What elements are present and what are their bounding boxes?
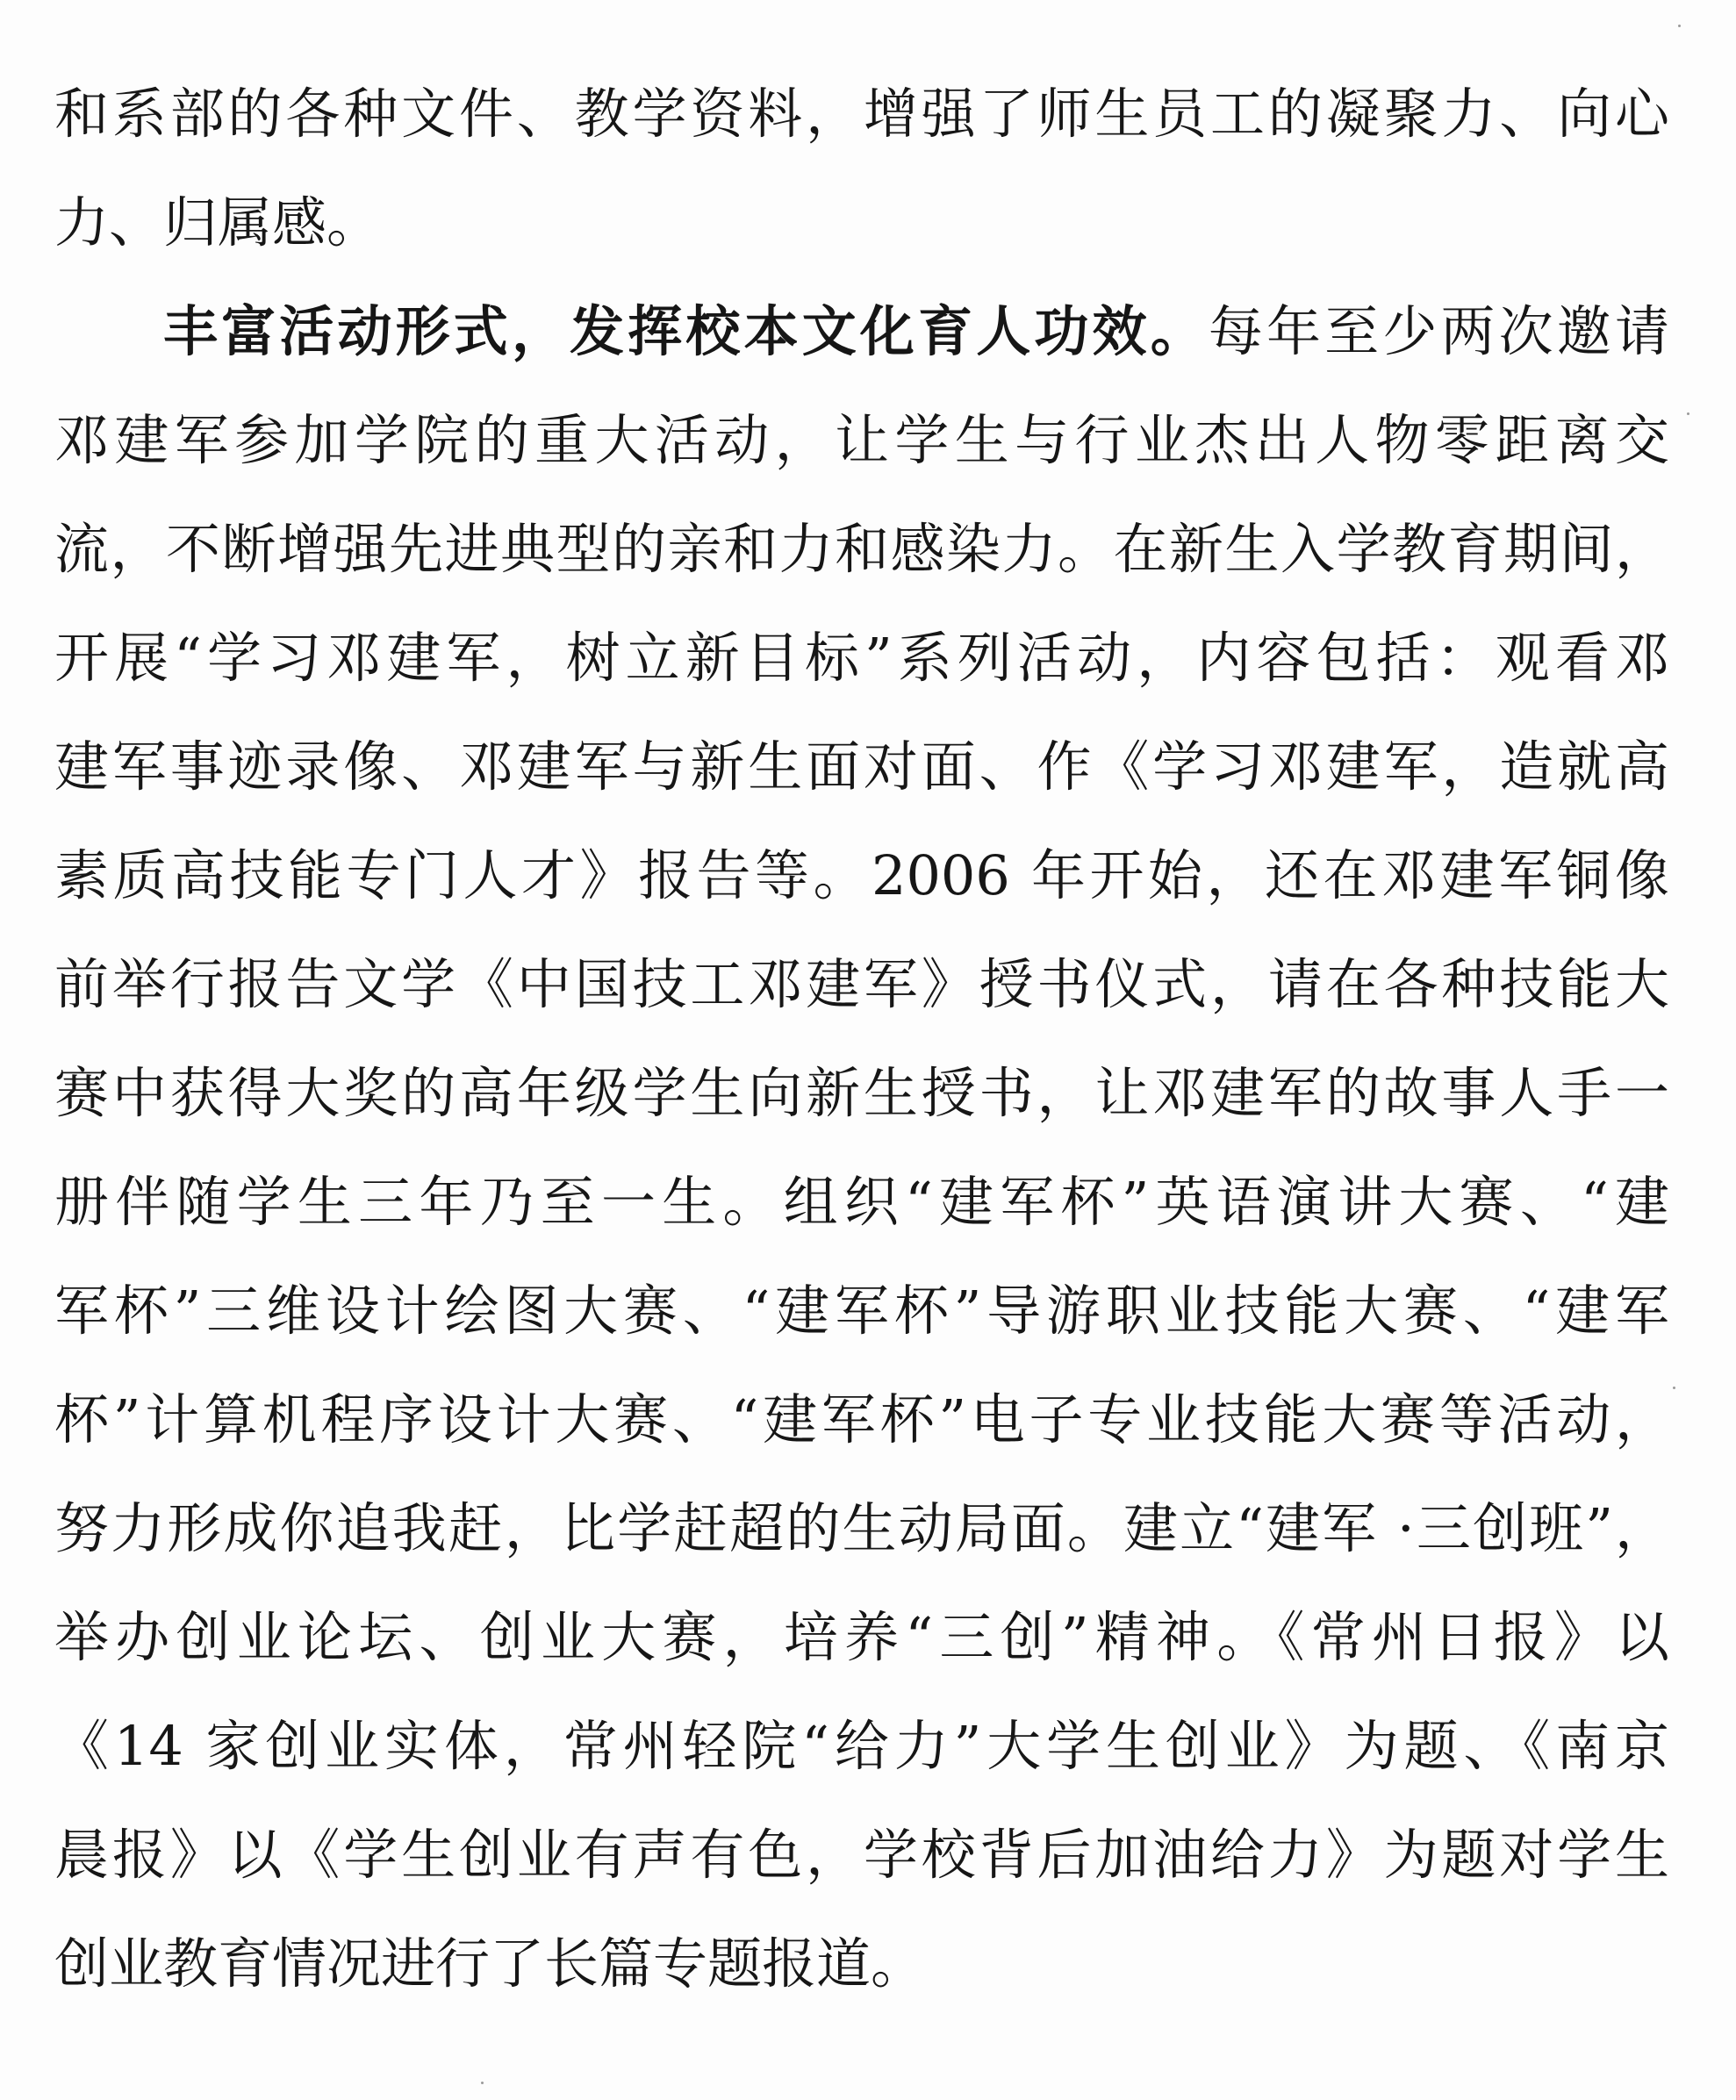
text-line-9 (54, 930, 1669, 1039)
line-text: 杯”计算机程序设计大赛、“建军杯”电子专业技能大赛等活动， (54, 1387, 1669, 1451)
text-line-14 (54, 1474, 1669, 1583)
line-text: 晨报》以《学生创业有声有色，学校背后加油给力》为题对学生 (54, 1823, 1669, 1887)
line-text: 前举行报告文学《中国技工邓建军》授书仪式，请在各种技能大 (54, 952, 1669, 1016)
scan-speck (1687, 412, 1689, 415)
text-line-18 (54, 1910, 1669, 2018)
text-line-4 (54, 386, 1669, 495)
line-text: 每年至少两次邀请 (1208, 299, 1669, 363)
scan-speck (1678, 25, 1681, 27)
text-line-1 (54, 60, 1669, 168)
line-text: 邓建军参加学院的重大活动，让学生与行业杰出人物零距离交 (54, 408, 1669, 472)
scan-speck (1673, 1387, 1675, 1389)
line-text: 建军事迹录像、邓建军与新生面对面、作《学习邓建军，造就高 (54, 735, 1669, 799)
line-text: 开展“学习邓建军，树立新目标”系列活动，内容包括：观看邓 (54, 626, 1669, 690)
paragraph-heading: 丰富活动形式，发挥校本文化育人功效。 (163, 299, 1209, 363)
text-line-12 (54, 1257, 1669, 1365)
line-text: 努力形成你追我赶，比学赶超的生动局面。建立“建军 ·三创班”， (54, 1496, 1669, 1560)
text-line-15 (54, 1583, 1669, 1692)
line-text: 和系部的各种文件、教学资料，增强了师生员工的凝聚力、向心 (54, 82, 1669, 146)
text-line-5 (54, 495, 1669, 604)
paragraph-first-line (163, 277, 1669, 386)
line-text: 创业教育情况进行了长篇专题报道。 (54, 1932, 926, 1996)
line-text: 军杯”三维设计绘图大赛、“建军杯”导游职业技能大赛、“建军 (54, 1279, 1669, 1343)
line-text: 流，不断增强先进典型的亲和力和感染力。在新生入学教育期间， (54, 517, 1669, 581)
text-line-2 (54, 168, 1669, 277)
text-line-16 (54, 1692, 1669, 1801)
line-text: 赛中获得大奖的高年级学生向新生授书，让邓建军的故事人手一 (54, 1061, 1669, 1125)
text-line-6 (54, 604, 1669, 713)
text-line-11 (54, 1148, 1669, 1257)
text-line-7 (54, 713, 1669, 821)
line-text: 《14 家创业实体，常州轻院“给力”大学生创业》为题、《南京 (54, 1714, 1669, 1778)
text-line-10 (54, 1039, 1669, 1148)
line-text: 力、归属感。 (54, 190, 382, 254)
line-text: 册伴随学生三年乃至一生。组织“建军杯”英语演讲大赛、“建 (54, 1170, 1669, 1234)
text-line-8 (54, 821, 1669, 930)
line-text: 举办创业论坛、创业大赛，培养“三创”精神。《常州日报》以 (54, 1605, 1669, 1669)
text-line-17 (54, 1801, 1669, 1910)
line-text: 素质高技能专门人才》报告等。2006 年开始，还在邓建军铜像 (54, 843, 1669, 907)
scan-speck (481, 2082, 484, 2084)
text-line-13 (54, 1365, 1669, 1474)
